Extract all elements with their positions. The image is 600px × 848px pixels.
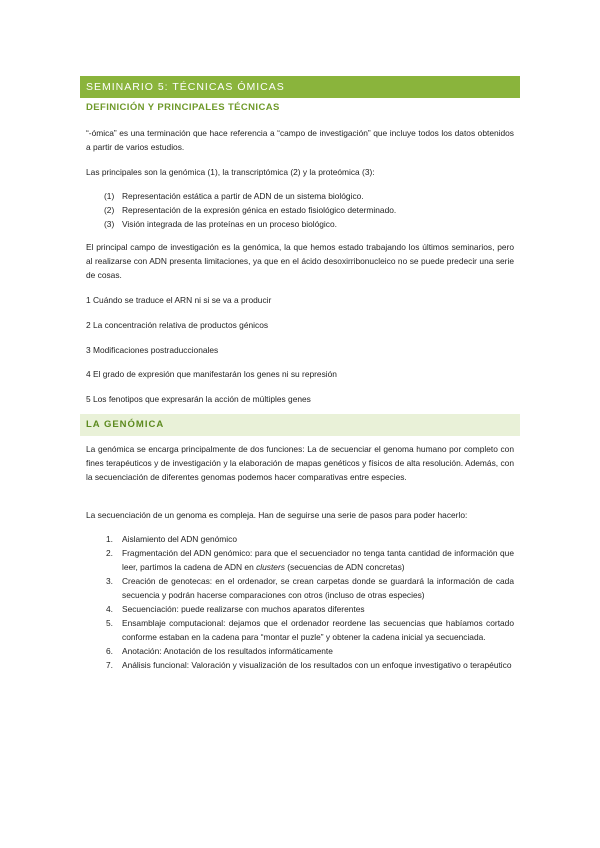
intro-paragraph-2: Las principales son la genómica (1), la transcriptómica (2) y la proteómica (3):	[86, 167, 375, 177]
list-item: 2. Fragmentación del ADN genómico: para que el secuenciador no tenga tanta cantidad de información que leer, partimos la cadena de ADN en clusters (secuencias de ADN concretas)	[106, 548, 514, 572]
genomica-paragraph-2: La secuenciación de un genoma es compleja. Han de seguirse una serie de pasos para poder hacerlo:	[86, 510, 468, 520]
list-item: 7. Análisis funcional: Valoración y visualización de los resultados con un enfoque investigativo o terapéutico	[106, 660, 512, 670]
techniques-list	[86, 189, 514, 231]
list-item: (2) Representación de la expresión génica en estado fisiológico determinado.	[104, 205, 397, 215]
list-item: 4. Secuenciación: puede realizarse con muchos aparatos diferentes	[106, 604, 365, 614]
list-item: 3. Creación de genotecas: en el ordenador, se crean carpetas donde se guardará la información de cada secuencia y podrán hacerse comparaciones con otros (incluso de otras especies)	[106, 576, 514, 600]
sequencing-steps-list	[86, 532, 514, 672]
section-subtitle: DEFINICIÓN Y PRINCIPALES TÉCNICAS	[86, 102, 280, 113]
list-item: 5. Ensamblaje computacional: dejamos que el ordenador reordene las secuencias que habíamos cortado conforme estaban en la cadena para “montar el puzle” y obtener la cadena inicial ya secuenciada.	[106, 618, 514, 642]
limit-item-1: 1 Cuándo se traduce el ARN ni si se va a producir	[86, 295, 272, 305]
limit-item-4: 4 El grado de expresión que manifestarán los genes ni su represión	[86, 369, 337, 379]
intro-paragraph-3: El principal campo de investigación es la genómica, la que hemos estado trabajando los últimos seminarios, pero al realizarse con ADN presenta limitaciones, ya que en el ácido desoxirribonucleico no se puede predecir una serie de cosas.	[86, 242, 514, 280]
list-item: (3) Visión integrada de las proteínas en un proceso biológico.	[104, 219, 337, 229]
limit-item-2: 2 La concentración relativa de productos génicos	[86, 320, 269, 330]
list-item: 1. Aislamiento del ADN genómico	[106, 534, 237, 544]
list-item: (1) Representación estática a partir de ADN de un sistema biológico.	[104, 191, 364, 201]
limit-item-5: 5 Los fenotipos que expresarán la acción de múltiples genes	[86, 394, 311, 404]
genomica-paragraph-1: La genómica se encarga principalmente de dos funciones: La de secuenciar el genoma humano por completo con fines terapéuticos y de investigación y la elaboración de mapas genéticos y físicos de alta resolución. Además, con la secuenciación de diferentes genomas podemos hacer comparativas entre especies.	[86, 444, 514, 482]
genomica-section-heading: LA GENÓMICA	[80, 414, 520, 436]
intro-paragraph-1: “-ómica” es una terminación que hace referencia a “campo de investigación” que incluye todos los datos obtenidos a partir de varios estudios.	[86, 128, 514, 152]
seminar-title-banner: SEMINARIO 5: TÉCNICAS ÓMICAS	[80, 76, 520, 98]
list-item: 6. Anotación: Anotación de los resultados informáticamente	[106, 646, 333, 656]
limit-item-3: 3 Modificaciones postraduccionales	[86, 345, 219, 355]
